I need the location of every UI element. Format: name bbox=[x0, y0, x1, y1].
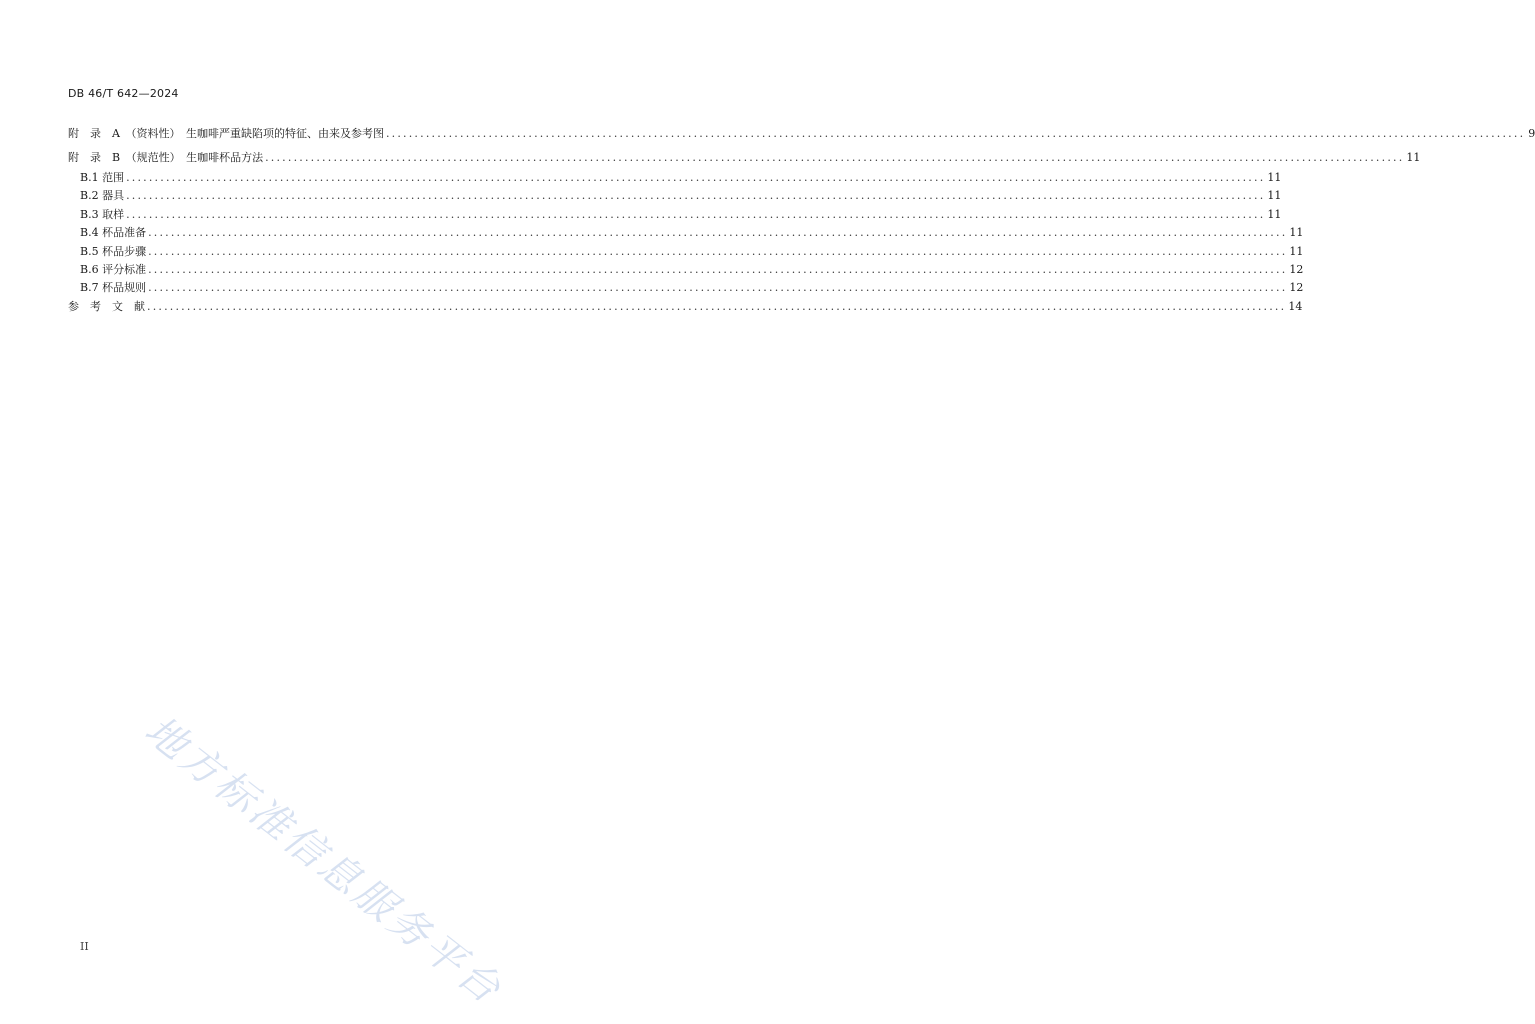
watermark: 地方标准信息服务平台 bbox=[136, 707, 512, 1015]
toc-entry-page: 11 bbox=[1406, 150, 1421, 164]
toc-leader-dots: ........................................................................................................................................................................................................ bbox=[385, 127, 1526, 140]
toc-entry-label: 附 录 B （规范性） 生咖啡杯品方法 bbox=[68, 150, 264, 164]
toc-entry-page: 11 bbox=[1289, 244, 1304, 258]
toc-entry-appendix-a[interactable] bbox=[68, 122, 1535, 146]
toc-entry-label: B.1 范围 bbox=[80, 171, 125, 184]
toc-entry-b2[interactable] bbox=[68, 187, 1282, 205]
toc-entry-appendix-b[interactable] bbox=[68, 146, 1421, 170]
toc-entry-references[interactable] bbox=[68, 298, 1303, 316]
page-number: II bbox=[80, 940, 89, 953]
toc-entry-label: 附 录 A （资料性） 生咖啡严重缺陷项的特征、由来及参考图 bbox=[68, 127, 384, 140]
toc-entry-b6[interactable] bbox=[68, 261, 1304, 279]
toc-entry-page: 11 bbox=[1267, 207, 1282, 221]
toc-entry-label: B.5 杯品步骤 bbox=[80, 244, 147, 258]
toc-entry-page: 11 bbox=[1289, 226, 1304, 240]
toc-leader-dots: ........................................................................................................................................................................................................ bbox=[126, 189, 1266, 203]
toc-entry-label: B.3 取样 bbox=[80, 207, 125, 221]
table-of-contents bbox=[68, 122, 1535, 316]
toc-entry-page: 14 bbox=[1288, 299, 1303, 313]
toc-entry-label: B.4 杯品准备 bbox=[80, 226, 147, 240]
toc-leader-dots: ........................................................................................................................................................................................................ bbox=[126, 171, 1266, 184]
standard-code: DB 46/T 642—2024 bbox=[68, 87, 179, 100]
toc-leader-dots: ........................................................................................................................................................................................................ bbox=[148, 244, 1288, 258]
toc-leader-dots: ........................................................................................................................................................................................................ bbox=[265, 150, 1405, 164]
toc-entry-page: 12 bbox=[1289, 262, 1304, 276]
toc-leader-dots: ........................................................................................................................................................................................................ bbox=[147, 299, 1287, 313]
toc-entry-label: 参 考 文 献 bbox=[68, 299, 145, 313]
toc-entry-b7[interactable] bbox=[68, 279, 1304, 297]
toc-leader-dots: ........................................................................................................................................................................................................ bbox=[148, 281, 1288, 295]
toc-entry-page: 12 bbox=[1289, 281, 1304, 295]
toc-leader-dots: ........................................................................................................................................................................................................ bbox=[126, 207, 1266, 221]
toc-entry-label: B.6 评分标准 bbox=[80, 262, 147, 276]
toc-entry-b4[interactable] bbox=[68, 224, 1304, 242]
toc-entry-page: 11 bbox=[1267, 189, 1282, 203]
toc-entry-b5[interactable] bbox=[68, 243, 1304, 261]
toc-leader-dots: ........................................................................................................................................................................................................ bbox=[148, 226, 1288, 240]
toc-entry-label: B.7 杯品规则 bbox=[80, 281, 147, 295]
toc-leader-dots: ........................................................................................................................................................................................................ bbox=[148, 262, 1288, 276]
toc-entry-page: 11 bbox=[1267, 171, 1282, 184]
toc-entry-b1[interactable] bbox=[68, 169, 1282, 187]
toc-entry-page: 9 bbox=[1528, 127, 1535, 140]
toc-entry-label: B.2 器具 bbox=[80, 189, 125, 203]
toc-entry-b3[interactable] bbox=[68, 206, 1282, 224]
